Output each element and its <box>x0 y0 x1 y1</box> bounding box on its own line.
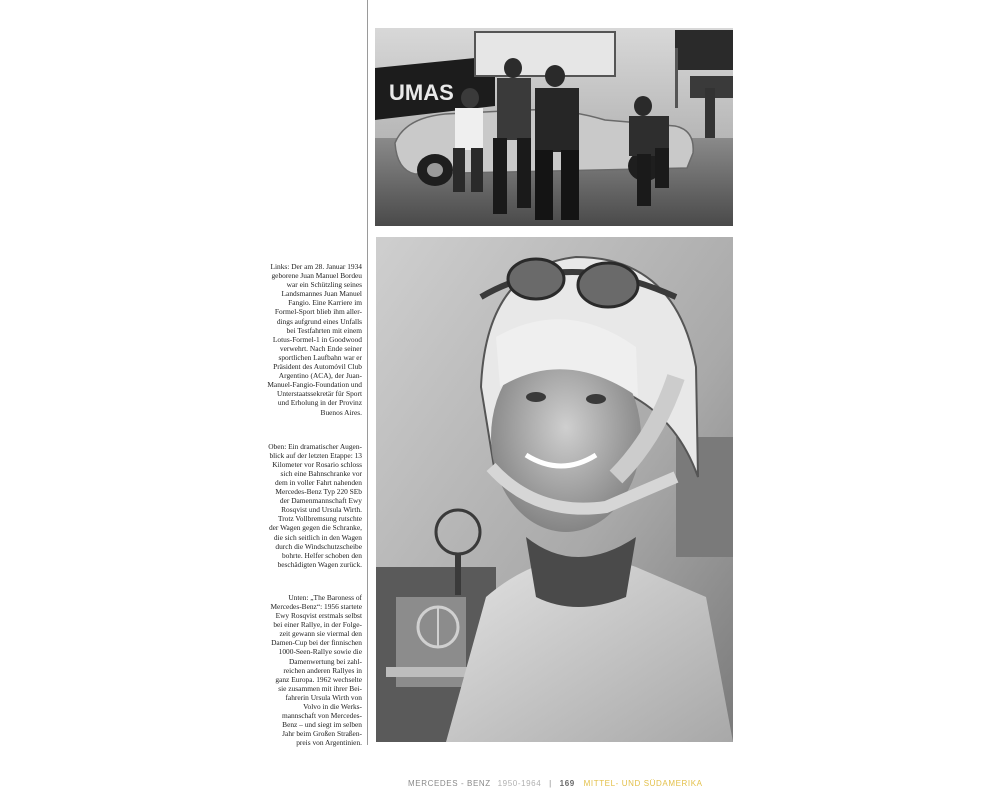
footer-page-number: 169 <box>559 779 575 788</box>
footer-brand: MERCEDES - BENZ <box>408 779 491 788</box>
photo-portrait-driver <box>376 237 733 742</box>
photo-pushing-car <box>375 28 733 226</box>
caption-oben: Oben: Ein dramatischer Augen- blick auf der letzten Etappe: 13 Kilometer vor Rosario schloss sich eine Bahnschranke vor dem in voller Fahrt nahenden Mercedes-Benz Typ 220 SEb der Damenmannschaft Ewy Rosqvist und Ursula Wirth. Trotz Vollbremsung rutschte der Wagen gegen die Schranke, die sich seitlich in den Wagen durch die Windschutzscheibe bohrte. Helfer schoben den beschädigten Wagen zurück. <box>268 441 362 569</box>
footer-years: 1950-1964 <box>497 779 542 788</box>
caption-unten: Unten: „The Baroness of Mercedes-Benz“: 1956 startete Ewy Rosqvist erstmals selbst bei einer Rallye, in der Folge- zeit gewann sie viermal den Damen-Cup bei der finnischen 1000-Seen-Rallye sowie die Damenwertung bei zahl- reichen anderen Rallyes in ganz Europa. 1962 wechselte sie zusammen mit ihrer Bei- fahrerin Ursula Wirth von Volvo in die Werks- mannschaft von Mercedes- Benz – und siegt im selben Jahr beim Großen Straßen- preis von Argentinien. <box>270 592 362 748</box>
billboard-text: UMAS <box>389 80 454 105</box>
page-footer <box>408 778 703 790</box>
footer-section-title: MITTEL- UND SÜDAMERIKA <box>583 779 703 788</box>
caption-column <box>248 262 362 748</box>
column-divider <box>367 0 368 745</box>
photo-portrait-driver-image <box>376 237 733 742</box>
caption-links: Links: Der am 28. Januar 1934 geborene Juan Manuel Bordeu war ein Schützling seines Landsmannes Juan Manuel Fangio. Eine Karriere im Formel-Sport blieb ihm aller- dings aufgrund eines Unfalls bei Testfahrten mit einem Lotus-Formel-1 in Goodwood verwehrt. Nach Ende seiner sportlichen Laufbahn war er Präsident des Automóvil Club Argentino (ACA), der Juan- Manuel-Fangio-Foundation und Unterstaatssekretär für Sport und Erholung in der Provinz Buenos Aires. <box>267 262 362 417</box>
photo-pushing-car-image <box>375 28 733 226</box>
footer-separator: | <box>549 779 552 788</box>
